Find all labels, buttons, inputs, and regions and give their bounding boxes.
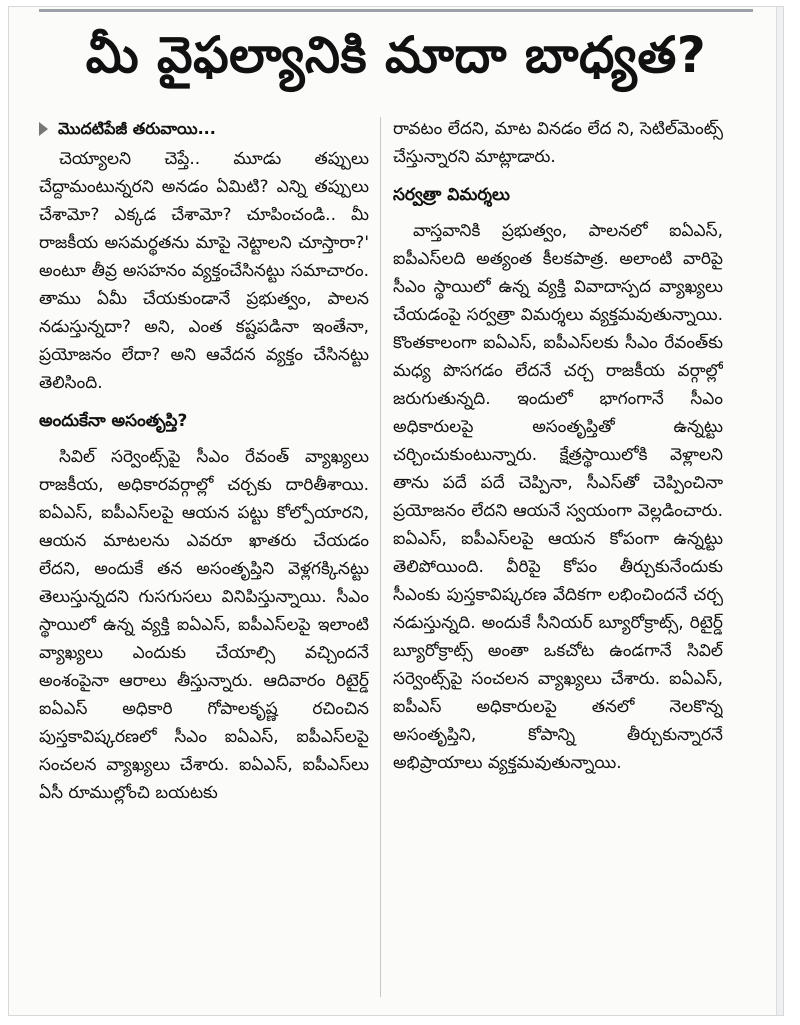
chevron-right-icon (39, 122, 48, 136)
right-paragraph-1: రావటం లేదని, మాట వినడం లేద ని, సెటిల్‌మెంట్స్ చేస్తున్నారని మాట్లాడారు. (393, 119, 723, 167)
headline: మీ వైఫల్యానికి మాదా బాధ్యత? (85, 25, 707, 84)
left-column (39, 115, 369, 1005)
continuation-text: మొదటిపేజీ తరువాయి... (58, 119, 216, 138)
left-paragraph-1: చెయ్యాలని చెప్తే.. మూడు తప్పులు చేద్దామంటున్నరని అనడం ఏమిటి? ఎన్ని తప్పులు చేశామో? ఎక్కడ చేశామో? చూపించండి.. మీ రాజకీయ అసమర్థతను మాపై నెట్టాలని చూస్తారా?' అంటూ తీవ్ర అసహనం వ్యక్తంచేసినట్టు సమాచారం. తాము ఏమీ చేయకుండానే ప్రభుత్వం, పాలన నడుస్తున్నదా? అని, ఎంత కష్టపడినా ఇంతేనా, ప్రయోజనం లేదా? అని ఆవేదన వ్యక్తం చేసినట్టు తెలిసింది. (39, 149, 369, 393)
newspaper-clipping (8, 6, 784, 1016)
left-paragraph-2: సివిల్ సర్వెంట్స్‌పై సీఎం రేవంత్ వ్యాఖ్యలు రాజకీయ, అధికారవర్గాల్లో చర్చకు దారితీశాయి. ఐఏఎస్, ఐపీఎస్‌లపై ఆయన పట్టు కోల్పోయారని, ఆయన మాటలను ఎవరూ ఖాతరు చేయడం లేదని, అందుకే తన అసంతృప్తిని వెళ్లగక్కినట్టు తెలుస్తున్నదని గుసగుసలు వినిపిస్తున్నాయి. సీఎం స్థాయిలో ఉన్న వ్యక్తి ఐఏఎస్, ఐపీఎస్‌లపై ఇలాంటి వ్యాఖ్యలు ఎందుకు చేయాల్సి వచ్చిందనే అంశంపైనా ఆరాలు తీస్తున్నారు. ఆదివారం రిటైర్డ్ ఐఏఎస్ అధికారి గోపాలకృష్ణ రచించిన పుస్తకావిష్కరణలో సీఎం ఐఏఎస్, ఐపీఎస్‌లపై సంచలన వ్యాఖ్యలు చేశారు. ఐఏఎస్, ఐపీఎస్‌లు ఏసీ రూముల్లోంచి బయటకు (39, 447, 369, 803)
right-paragraph-2: వాస్తవానికి ప్రభుత్వం, పాలనలో ఐఏఎస్, ఐపీఎస్‌లది అత్యంత కీలకపాత్ర. అలాంటి వారిపై సీఎం స్థాయిలో ఉన్న వ్యక్తి వివాదాస్పద వ్యాఖ్యలు చేయడంపై సర్వత్రా విమర్శలు వ్యక్తమవుతున్నాయి. కొంతకాలంగా ఐఏఎస్, ఐపీఎస్‌లకు సీఎం రేవంత్‌కు మధ్య పొసగడం లేదనే చర్చ రాజకీయ వర్గాల్లో జరుగుతున్నది. ఇందులో భాగంగానే సీఎం అధికారులపై అసంతృప్తితో ఉన్నట్టు చర్చించుకుంటున్నారు. క్షేత్రస్థాయిలోకి వెళ్లాలని తాను పదే పదే చెప్పినా, సీఎస్‌తో చెప్పించినా ప్రయోజనం లేదని ఆయనే స్వయంగా వెల్లడించారు. ఐఏఎస్, ఐపీఎస్‌లపై ఆయన కోపంగా ఉన్నట్టు తెలిపోయింది. వీరిపై కోపం తీర్చుకునేందుకు సీఎంకు పుస్తకావిష్కరణ వేదికగా లభించిందనే చర్చ నడుస్తున్నది. అందుకే సీనియర్ బ్యూరోక్రాట్స్, రిటైర్డ్ బ్యూరోక్రాట్స్ అంతా ఒకచోట ఉండగానే సివిల్ సర్వెంట్స్‌పై సంచలన వ్యాఖ్యలు చేశారు. ఐఏఎస్, ఐపీఎస్ అధికారులపై తనలో నెలకొన్న అసంతృప్తిని, కోపాన్ని తీర్చుకున్నారనే అభిప్రాయాలు వ్యక్తమవుతున్నాయి. (393, 221, 723, 773)
top-rule (39, 9, 753, 12)
column-divider (380, 117, 381, 997)
subheading-criticism: సర్వత్రా విమర్శలు (393, 185, 510, 205)
right-column (393, 115, 723, 1005)
page-edge (776, 7, 783, 1015)
subheading-dissatisfaction: అందుకేనా అసంతృప్తి? (39, 411, 188, 431)
continuation-line (39, 115, 369, 143)
